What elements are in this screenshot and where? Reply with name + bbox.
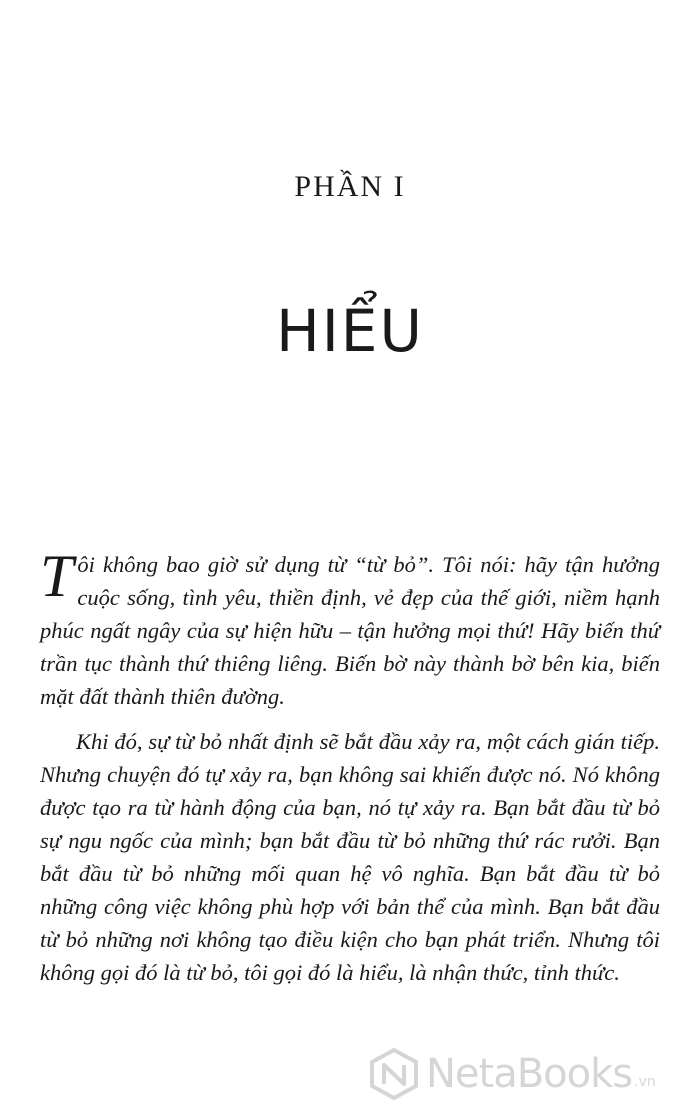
paragraph-1 [40, 543, 660, 713]
paragraph-2: Khi đó, sự từ bỏ nhất định sẽ bắt đầu xảy ra, một cách gián tiếp. Nhưng chuyện đó tự xảy ra, bạn không sai khiến được nó. Nó không được tạo ra từ hành động của bạn, nó tự xảy ra. Bạn bắt đầu từ bỏ sự ngu ngốc của mình; bạn bắt đầu từ bỏ những thứ rác rưởi. Bạn bắt đầu từ bỏ những mối quan hệ vô nghĩa. Bạn bắt đầu từ bỏ những công việc không phù hợp với bản thể của mình. Bạn bắt đầu từ bỏ những nơi không tạo điều kiện cho bạn phát triển. Nhưng tôi không gọi đó là từ bỏ, tôi gọi đó là hiểu, là nhận thức, tỉnh thức. [40, 729, 660, 985]
watermark-suffix: .vn [634, 1074, 656, 1090]
watermark-brand: NetaBooks [426, 1051, 633, 1097]
part-label: PHẦN I [294, 170, 406, 203]
part-title: HIỂU [276, 296, 424, 365]
drop-cap: T [40, 543, 74, 609]
watermark [368, 1044, 656, 1104]
paragraph-1-text: ôi không bao giờ sử dụng từ “từ bỏ”. Tôi nói: hãy tận hưởng cuộc sống, tình yêu, thiền định, vẻ đẹp của thế giới, niềm hạnh phúc ngất ngây của sự hiện hữu – tận hưởng mọi thứ! Hãy biến thứ trần tục thành thứ thiêng liêng. Biến bờ này thành bờ bên kia, biến mặt đất thành thiên đường. [40, 552, 660, 709]
body-text [40, 543, 660, 1001]
neta-logo-icon [368, 1048, 420, 1100]
